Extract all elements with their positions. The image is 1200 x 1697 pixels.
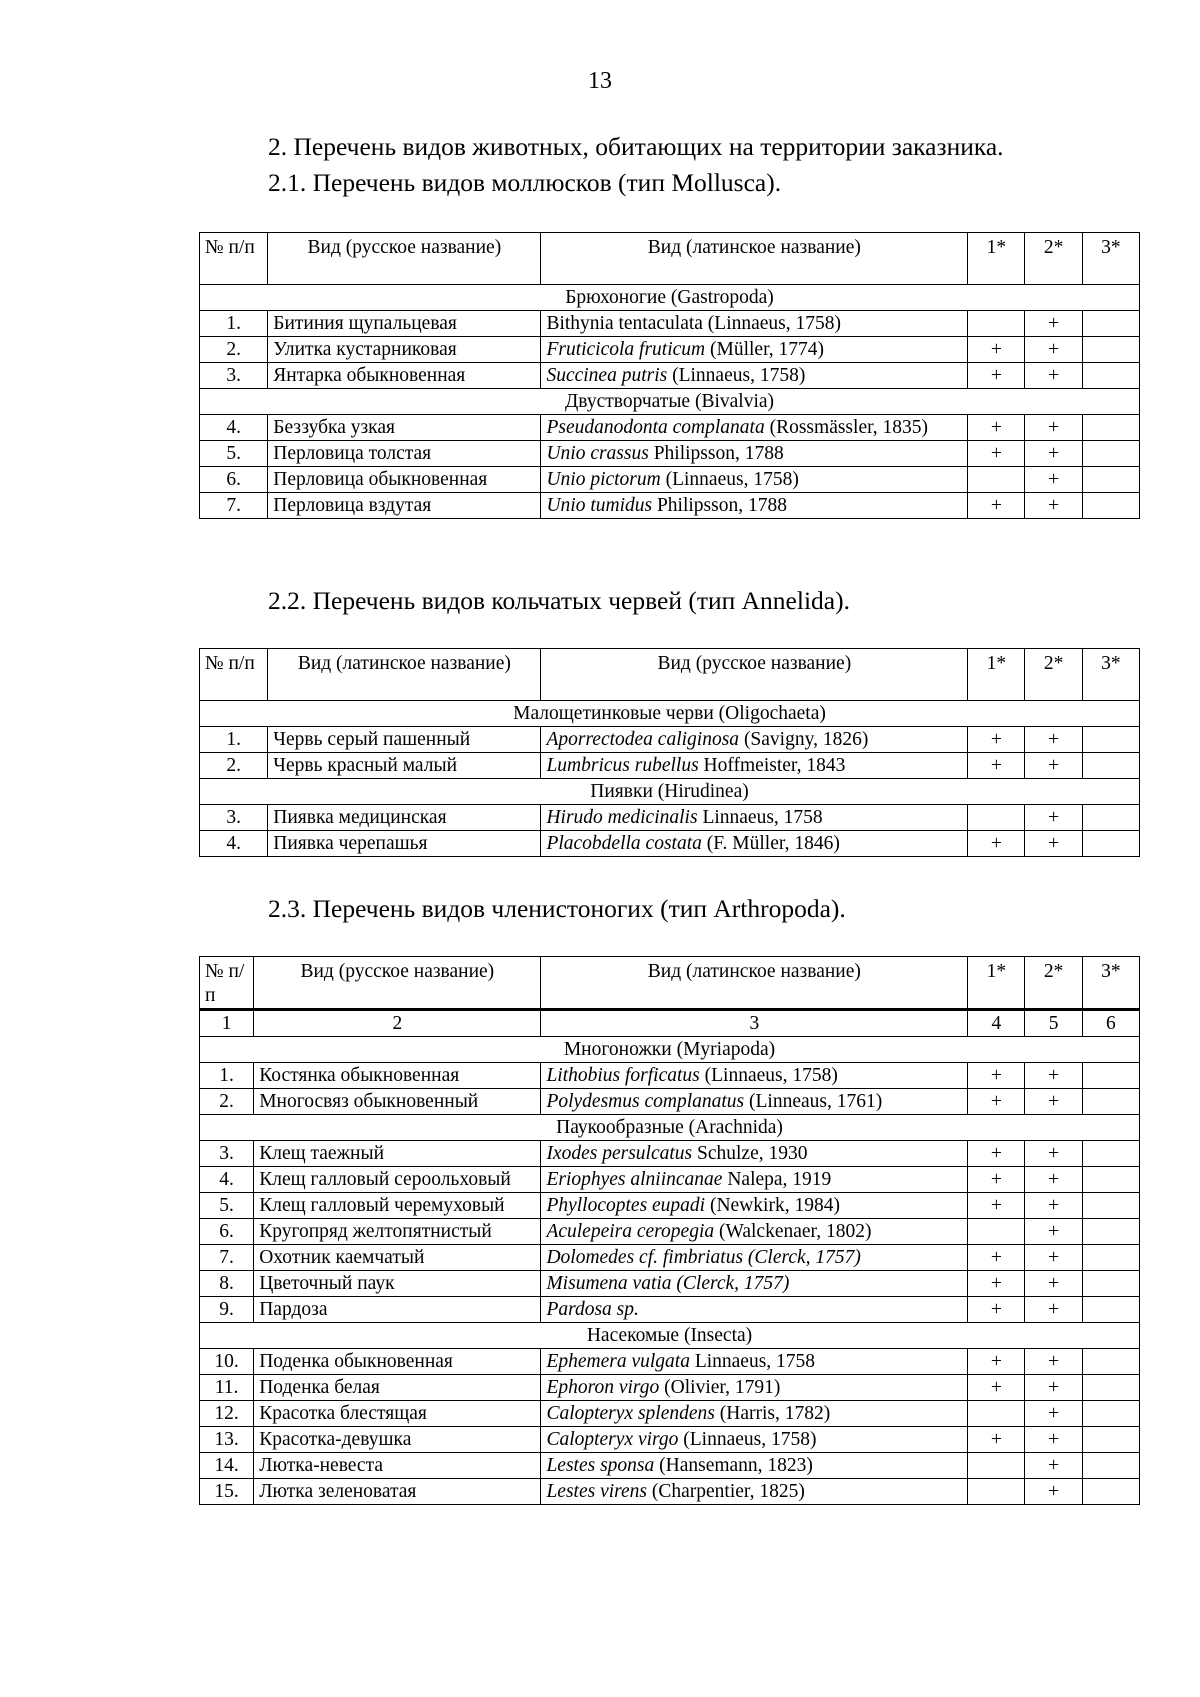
- presence-mark-3: [1082, 727, 1139, 753]
- table-row: [200, 1375, 1140, 1401]
- species-name-ru: Улитка кустарниковая: [268, 337, 541, 363]
- species-name-lat: [541, 1219, 968, 1245]
- presence-mark-1: +: [968, 1427, 1025, 1453]
- header-number: № п/п: [200, 233, 268, 285]
- species-name-lat-italic: Hirudo medicinalis: [546, 807, 698, 828]
- presence-mark-3: [1082, 1089, 1139, 1115]
- species-name-ru: Беззубка узкая: [268, 415, 541, 441]
- presence-mark-3: [1082, 1427, 1139, 1453]
- species-author: (Linnaeus, 1758): [699, 1065, 838, 1086]
- species-author: (F. Müller, 1846): [701, 833, 840, 854]
- species-author: (Walckenaer, 1802): [714, 1221, 872, 1242]
- presence-mark-1: +: [968, 1297, 1025, 1323]
- group-title: Паукообразные (Arachnida): [200, 1115, 1140, 1141]
- header-col-1: 1*: [968, 957, 1025, 1010]
- species-name-ru: Лютка-невеста: [254, 1453, 541, 1479]
- species-author: (Müller, 1774): [705, 339, 825, 360]
- row-number: 10.: [200, 1349, 254, 1375]
- row-number: 1.: [200, 727, 268, 753]
- presence-mark-1: +: [968, 1245, 1025, 1271]
- species-author: (Hansemann, 1823): [654, 1455, 813, 1476]
- species-name-ru: Клещ галловый сероольховый: [254, 1167, 541, 1193]
- group-title: Пиявки (Hirudinea): [200, 779, 1140, 805]
- row-number: 4.: [200, 415, 268, 441]
- presence-mark-1: +: [968, 1063, 1025, 1089]
- species-name-ru: Кругопряд желтопятнистый: [254, 1219, 541, 1245]
- presence-mark-2: +: [1025, 727, 1082, 753]
- header-name-lat: Вид (латинское название): [541, 233, 968, 285]
- table-row: [200, 493, 1140, 519]
- species-name-lat-italic: Succinea putris: [546, 365, 668, 386]
- species-name-lat: [541, 311, 968, 337]
- table-row: [200, 805, 1140, 831]
- table-row: [200, 441, 1140, 467]
- presence-mark-1: +: [968, 1141, 1025, 1167]
- header-name-lat: Вид (латинское название): [541, 957, 968, 1010]
- species-name-lat-italic: Ephoron virgo: [546, 1377, 660, 1398]
- table-row: [200, 1193, 1140, 1219]
- species-name-ru: Перловица вздутая: [268, 493, 541, 519]
- group-row: [200, 779, 1140, 805]
- table-row: [200, 1063, 1140, 1089]
- species-name-lat-italic: Misumena vatia (Clerck, 1757): [546, 1273, 790, 1294]
- table-row: [200, 727, 1140, 753]
- presence-mark-2: +: [1025, 1375, 1082, 1401]
- header-name-ru: Вид (русское название): [541, 649, 968, 701]
- presence-mark-1: +: [968, 727, 1025, 753]
- column-number: 4: [968, 1010, 1025, 1037]
- table-header-row: [200, 233, 1140, 285]
- species-name-lat: [541, 363, 968, 389]
- presence-mark-2: +: [1025, 415, 1082, 441]
- header-name-ru: Вид (русское название): [268, 233, 541, 285]
- row-number: 5.: [200, 1193, 254, 1219]
- species-author: (Newkirk, 1984): [705, 1195, 840, 1216]
- presence-mark-3: [1082, 805, 1139, 831]
- species-author: Nalepa, 1919: [722, 1169, 832, 1190]
- species-name-lat-italic: Ephemera vulgata: [546, 1351, 690, 1372]
- presence-mark-3: [1082, 831, 1139, 857]
- species-name-lat-italic: Lumbricus rubellus: [546, 755, 699, 776]
- presence-mark-1: [968, 467, 1025, 493]
- species-author: (Linnaeus, 1758): [667, 365, 806, 386]
- presence-mark-1: +: [968, 1193, 1025, 1219]
- species-name-lat: [541, 1089, 968, 1115]
- species-name-lat-italic: Unio tumidus: [546, 495, 653, 516]
- table-row: [200, 753, 1140, 779]
- row-number: 6.: [200, 1219, 254, 1245]
- presence-mark-1: +: [968, 1375, 1025, 1401]
- group-title: Насекомые (Insecta): [200, 1323, 1140, 1349]
- presence-mark-2: +: [1025, 1349, 1082, 1375]
- presence-mark-3: [1082, 1271, 1139, 1297]
- row-number: 3.: [200, 1141, 254, 1167]
- species-name-lat-italic: Polydesmus complanatus: [546, 1091, 745, 1112]
- table-row: [200, 1219, 1140, 1245]
- table-row: [200, 311, 1140, 337]
- row-number: 1.: [200, 1063, 254, 1089]
- species-name-ru: Клещ галловый черемуховый: [254, 1193, 541, 1219]
- group-title: Многоножки (Myriapoda): [200, 1037, 1140, 1063]
- presence-mark-2: +: [1025, 311, 1082, 337]
- group-row: [200, 1323, 1140, 1349]
- group-row: [200, 701, 1140, 727]
- presence-mark-3: [1082, 441, 1139, 467]
- species-name-ru: Перловица толстая: [268, 441, 541, 467]
- species-author: (Rossmässler, 1835): [764, 417, 929, 438]
- species-name-lat-italic: Phyllocoptes eupadi: [546, 1195, 706, 1216]
- species-name-lat: [541, 1349, 968, 1375]
- section-heading-main: 2. Перечень видов животных, обитающих на территории заказника.: [268, 132, 1004, 161]
- table-row: [200, 1089, 1140, 1115]
- presence-mark-3: [1082, 1479, 1139, 1505]
- presence-mark-2: +: [1025, 493, 1082, 519]
- presence-mark-3: [1082, 1401, 1139, 1427]
- table-header-row: [200, 649, 1140, 701]
- presence-mark-3: [1082, 1453, 1139, 1479]
- presence-mark-3: [1082, 1063, 1139, 1089]
- table-header-row: [200, 957, 1140, 1010]
- presence-mark-1: +: [968, 831, 1025, 857]
- column-number: 2: [254, 1010, 541, 1037]
- species-name-lat: [541, 1297, 968, 1323]
- presence-mark-1: +: [968, 753, 1025, 779]
- species-name-lat-italic: Lestes virens: [546, 1481, 647, 1502]
- group-row: [200, 1037, 1140, 1063]
- header-col-1: 1*: [968, 649, 1025, 701]
- presence-mark-1: +: [968, 441, 1025, 467]
- presence-mark-1: +: [968, 337, 1025, 363]
- species-name-lat-italic: Aporrectodea caliginosa: [546, 729, 740, 750]
- presence-mark-1: [968, 1479, 1025, 1505]
- presence-mark-2: +: [1025, 805, 1082, 831]
- header-col-1: 1*: [968, 233, 1025, 285]
- header-col-3: 3*: [1082, 649, 1139, 701]
- species-name-lat: [541, 1167, 968, 1193]
- presence-mark-3: [1082, 1141, 1139, 1167]
- species-author: Bithynia tentaculata (Linnaeus, 1758): [546, 313, 842, 334]
- row-number: 4.: [200, 1167, 254, 1193]
- presence-mark-1: +: [968, 1271, 1025, 1297]
- presence-mark-2: +: [1025, 1245, 1082, 1271]
- table-row: [200, 1297, 1140, 1323]
- presence-mark-3: [1082, 753, 1139, 779]
- presence-mark-2: +: [1025, 1089, 1082, 1115]
- presence-mark-2: +: [1025, 1479, 1082, 1505]
- presence-mark-3: [1082, 311, 1139, 337]
- presence-mark-2: +: [1025, 1063, 1082, 1089]
- species-name-ru: Червь красный малый: [268, 753, 541, 779]
- mollusca-table: [199, 232, 1140, 519]
- arthropoda-table: [199, 956, 1140, 1505]
- table-row: [200, 1245, 1140, 1271]
- presence-mark-1: [968, 1219, 1025, 1245]
- presence-mark-2: +: [1025, 1271, 1082, 1297]
- species-name-lat: [541, 1479, 968, 1505]
- row-number: 14.: [200, 1453, 254, 1479]
- species-name-lat-italic: Lestes sponsa: [546, 1455, 655, 1476]
- table-row: [200, 831, 1140, 857]
- presence-mark-1: [968, 1401, 1025, 1427]
- presence-mark-1: +: [968, 493, 1025, 519]
- table-row: [200, 1349, 1140, 1375]
- presence-mark-2: +: [1025, 337, 1082, 363]
- species-author: (Olivier, 1791): [659, 1377, 781, 1398]
- species-name-ru: Клещ таежный: [254, 1141, 541, 1167]
- species-author: Schulze, 1930: [692, 1143, 808, 1164]
- presence-mark-3: [1082, 493, 1139, 519]
- species-name-lat-italic: Aculepeira ceropegia: [546, 1221, 715, 1242]
- species-name-lat-italic: Unio pictorum: [546, 469, 661, 490]
- presence-mark-3: [1082, 1245, 1139, 1271]
- species-name-ru: Пиявка медицинская: [268, 805, 541, 831]
- group-row: [200, 389, 1140, 415]
- column-number: 1: [200, 1010, 254, 1037]
- species-author: (Harris, 1782): [714, 1403, 831, 1424]
- column-number: 3: [541, 1010, 968, 1037]
- species-author: Linnaeus, 1758: [697, 807, 823, 828]
- presence-mark-3: [1082, 1167, 1139, 1193]
- section-heading-annelida: 2.2. Перечень видов кольчатых червей (тип Annelida).: [268, 586, 850, 615]
- presence-mark-3: [1082, 415, 1139, 441]
- row-number: 1.: [200, 311, 268, 337]
- species-name-lat-italic: Pardosa sp.: [546, 1299, 639, 1320]
- species-name-lat-italic: Calopteryx splendens: [546, 1403, 715, 1424]
- table-row: [200, 1453, 1140, 1479]
- header-name-ru: Вид (русское название): [254, 957, 541, 1010]
- table-row: [200, 1401, 1140, 1427]
- row-number: 8.: [200, 1271, 254, 1297]
- row-number: 12.: [200, 1401, 254, 1427]
- table-row: [200, 1271, 1140, 1297]
- row-number: 13.: [200, 1427, 254, 1453]
- species-name-lat: [541, 1453, 968, 1479]
- presence-mark-2: +: [1025, 441, 1082, 467]
- section-heading-mollusca: 2.1. Перечень видов моллюсков (тип Mollusca).: [268, 168, 782, 197]
- species-name-ru: Янтарка обыкновенная: [268, 363, 541, 389]
- species-name-ru: Костянка обыкновенная: [254, 1063, 541, 1089]
- presence-mark-2: +: [1025, 831, 1082, 857]
- row-number: 2.: [200, 337, 268, 363]
- species-name-ru: Перловица обыкновенная: [268, 467, 541, 493]
- presence-mark-3: [1082, 337, 1139, 363]
- row-number: 4.: [200, 831, 268, 857]
- species-name-lat: [541, 1375, 968, 1401]
- presence-mark-1: +: [968, 415, 1025, 441]
- row-number: 6.: [200, 467, 268, 493]
- presence-mark-2: +: [1025, 1219, 1082, 1245]
- presence-mark-3: [1082, 1297, 1139, 1323]
- row-number: 3.: [200, 805, 268, 831]
- row-number: 9.: [200, 1297, 254, 1323]
- species-name-ru: Многосвяз обыкновенный: [254, 1089, 541, 1115]
- species-author: (Linnaeus, 1758): [678, 1429, 817, 1450]
- header-number: № п/п: [200, 649, 268, 701]
- row-number: 11.: [200, 1375, 254, 1401]
- presence-mark-2: +: [1025, 753, 1082, 779]
- species-name-lat: [541, 1245, 968, 1271]
- presence-mark-1: +: [968, 1089, 1025, 1115]
- species-author: (Linneaus, 1761): [744, 1091, 883, 1112]
- row-number: 2.: [200, 1089, 254, 1115]
- row-number: 15.: [200, 1479, 254, 1505]
- section-heading-arthropoda: 2.3. Перечень видов членистоногих (тип Arthropoda).: [268, 894, 846, 923]
- group-row: [200, 1115, 1140, 1141]
- group-title: Двустворчатые (Bivalvia): [200, 389, 1140, 415]
- presence-mark-2: +: [1025, 1401, 1082, 1427]
- row-number: 2.: [200, 753, 268, 779]
- species-name-ru: Красотка блестящая: [254, 1401, 541, 1427]
- presence-mark-2: +: [1025, 1141, 1082, 1167]
- species-name-lat: [541, 1271, 968, 1297]
- presence-mark-2: +: [1025, 1297, 1082, 1323]
- header-col-3: 3*: [1082, 957, 1139, 1010]
- group-title: Малощетинковые черви (Oligochaeta): [200, 701, 1140, 727]
- presence-mark-3: [1082, 1375, 1139, 1401]
- annelida-table: [199, 648, 1140, 857]
- column-number: 5: [1025, 1010, 1082, 1037]
- species-author: (Savigny, 1826): [739, 729, 869, 750]
- column-numbers-row: [200, 1010, 1140, 1037]
- presence-mark-1: [968, 1453, 1025, 1479]
- species-name-lat: [541, 805, 968, 831]
- header-number: № п/п: [200, 957, 254, 1010]
- species-name-ru: Лютка зеленоватая: [254, 1479, 541, 1505]
- species-name-lat: [541, 337, 968, 363]
- presence-mark-2: +: [1025, 467, 1082, 493]
- species-author: Philipsson, 1788: [648, 443, 784, 464]
- table-row: [200, 1167, 1140, 1193]
- species-name-lat: [541, 727, 968, 753]
- header-col-3: 3*: [1082, 233, 1139, 285]
- table-row: [200, 467, 1140, 493]
- presence-mark-1: [968, 311, 1025, 337]
- species-name-lat: [541, 1193, 968, 1219]
- row-number: 7.: [200, 1245, 254, 1271]
- header-name-lat: Вид (латинское название): [268, 649, 541, 701]
- table-row: [200, 1479, 1140, 1505]
- species-name-ru: Красотка-девушка: [254, 1427, 541, 1453]
- presence-mark-3: [1082, 467, 1139, 493]
- species-name-lat: [541, 415, 968, 441]
- species-name-ru: Цветочный паук: [254, 1271, 541, 1297]
- species-author: Linnaeus, 1758: [689, 1351, 816, 1372]
- presence-mark-2: +: [1025, 1193, 1082, 1219]
- species-name-lat: [541, 1401, 968, 1427]
- species-name-lat: [541, 753, 968, 779]
- species-name-lat: [541, 493, 968, 519]
- species-author: Philipsson, 1788: [652, 495, 787, 516]
- species-name-ru: Пиявка черепашья: [268, 831, 541, 857]
- presence-mark-3: [1082, 1349, 1139, 1375]
- species-name-lat-italic: Fruticicola fruticum: [546, 339, 706, 360]
- header-col-2: 2*: [1025, 649, 1082, 701]
- species-name-lat: [541, 1427, 968, 1453]
- column-number: 6: [1082, 1010, 1139, 1037]
- page-number: 13: [588, 68, 612, 94]
- species-name-ru: Охотник каемчатый: [254, 1245, 541, 1271]
- presence-mark-2: +: [1025, 363, 1082, 389]
- species-name-lat-italic: Pseudanodonta complanata: [546, 417, 765, 438]
- presence-mark-1: +: [968, 1349, 1025, 1375]
- species-name-lat: [541, 831, 968, 857]
- species-name-ru: Червь серый пашенный: [268, 727, 541, 753]
- species-name-lat-italic: Ixodes persulcatus: [546, 1143, 693, 1164]
- presence-mark-1: +: [968, 1167, 1025, 1193]
- row-number: 3.: [200, 363, 268, 389]
- table-row: [200, 363, 1140, 389]
- row-number: 5.: [200, 441, 268, 467]
- species-name-ru: Поденка обыкновенная: [254, 1349, 541, 1375]
- row-number: 7.: [200, 493, 268, 519]
- species-name-lat-italic: Placobdella costata: [546, 833, 702, 854]
- species-name-lat-italic: Lithobius forficatus: [546, 1065, 700, 1086]
- presence-mark-3: [1082, 363, 1139, 389]
- species-author: Hoffmeister, 1843: [698, 755, 846, 776]
- species-name-ru: Битиния щупальцевая: [268, 311, 541, 337]
- species-name-lat: [541, 1063, 968, 1089]
- table-row: [200, 1141, 1140, 1167]
- group-title: Брюхоногие (Gastropoda): [200, 285, 1140, 311]
- species-name-lat: [541, 1141, 968, 1167]
- presence-mark-2: +: [1025, 1427, 1082, 1453]
- species-name-lat-italic: Dolomedes cf. fimbriatus (Clerck, 1757): [546, 1247, 861, 1268]
- species-name-ru: Пардоза: [254, 1297, 541, 1323]
- species-name-lat-italic: Eriophyes alniincanae: [546, 1169, 723, 1190]
- presence-mark-2: +: [1025, 1453, 1082, 1479]
- header-col-2: 2*: [1025, 957, 1082, 1010]
- presence-mark-1: [968, 805, 1025, 831]
- group-row: [200, 285, 1140, 311]
- species-name-lat: [541, 467, 968, 493]
- header-col-2: 2*: [1025, 233, 1082, 285]
- presence-mark-3: [1082, 1193, 1139, 1219]
- species-author: (Linnaeus, 1758): [660, 469, 799, 490]
- species-name-lat: [541, 441, 968, 467]
- presence-mark-1: +: [968, 363, 1025, 389]
- presence-mark-2: +: [1025, 1167, 1082, 1193]
- species-name-ru: Поденка белая: [254, 1375, 541, 1401]
- presence-mark-3: [1082, 1219, 1139, 1245]
- table-row: [200, 415, 1140, 441]
- species-name-lat-italic: Calopteryx virgo: [546, 1429, 679, 1450]
- species-author: (Charpentier, 1825): [647, 1481, 805, 1502]
- table-row: [200, 1427, 1140, 1453]
- table-row: [200, 337, 1140, 363]
- species-name-lat-italic: Unio crassus: [546, 443, 649, 464]
